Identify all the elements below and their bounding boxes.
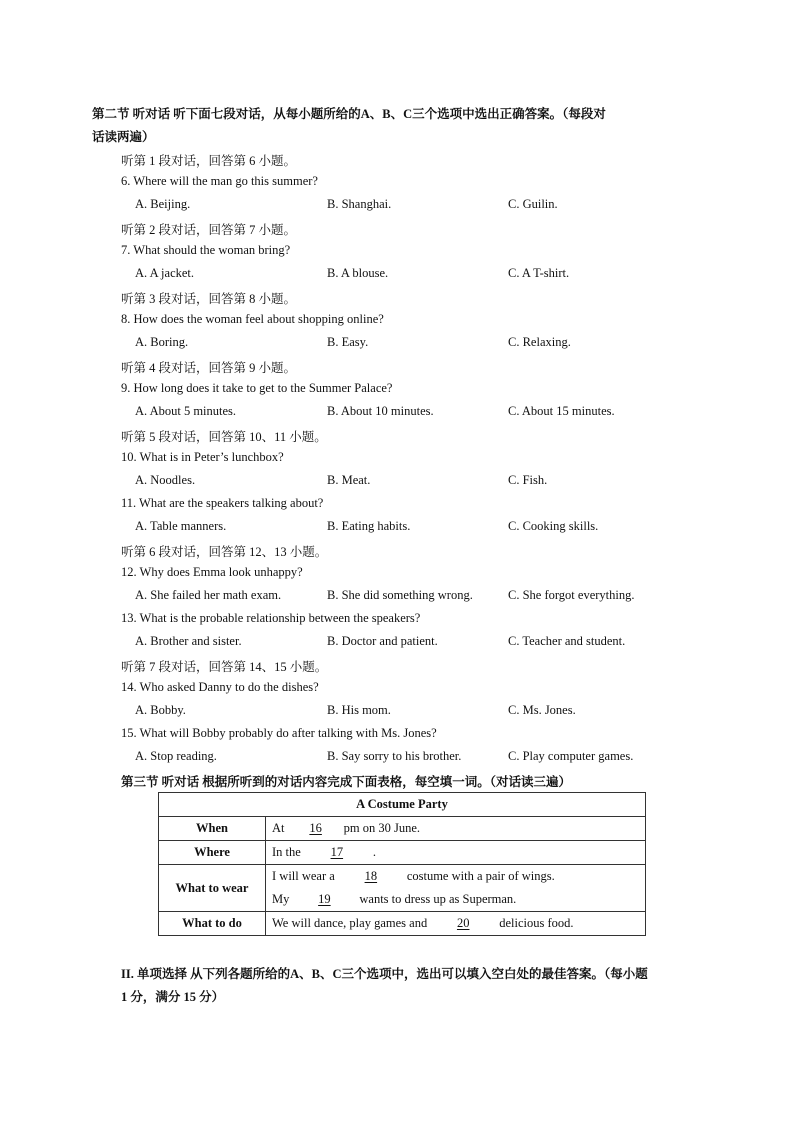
- option-a: A. A jacket.: [135, 266, 195, 280]
- text: We will dance, play games and: [272, 916, 428, 930]
- option-a: A. About 5 minutes.: [135, 404, 237, 418]
- section2-header-line1: 第二节 听对话 听下面七段对话，从每小题所给的A、B、C三个选项中选出正确答案。（每段对: [92, 107, 606, 121]
- option-c: C. Play computer games.: [508, 749, 634, 763]
- part2-header-line2: 1 分，满分 15 分）: [121, 990, 225, 1004]
- question-text: 14. Who asked Danny to do the dishes?: [121, 680, 319, 694]
- dialog-intro: 听第 5 段对话，回答第 10、11 小题。: [121, 430, 327, 444]
- option-c: C. Fish.: [508, 473, 548, 487]
- dialog-intro: 听第 3 段对话，回答第 8 小题。: [121, 292, 297, 306]
- option-a: A. Stop reading.: [135, 749, 217, 763]
- section2-header-line2: 话读两遍）: [92, 130, 155, 144]
- part2-header-line1: II. 单项选择 从下列各题所给的A、B、C三个选项中，选出可以填入空白处的最佳答案。（每小题: [121, 967, 648, 981]
- option-a: A. Noodles.: [135, 473, 196, 487]
- blank-17: 17: [330, 845, 344, 859]
- option-a: A. She failed her math exam.: [135, 588, 282, 602]
- option-b: B. Easy.: [327, 335, 369, 349]
- row-label-where: Where: [159, 841, 266, 865]
- option-a: A. Bobby.: [135, 703, 186, 717]
- question-text: 13. What is the probable relationship between the speakers?: [121, 611, 421, 625]
- option-b: B. About 10 minutes.: [327, 404, 434, 418]
- costume-party-table: [158, 792, 646, 936]
- question-text: 8. How does the woman feel about shopping online?: [121, 312, 384, 326]
- table-title: A Costume Party: [159, 793, 646, 817]
- option-c: C. A T-shirt.: [508, 266, 570, 280]
- dialog-intro: 听第 7 段对话，回答第 14、15 小题。: [121, 660, 328, 674]
- option-b: B. Eating habits.: [327, 519, 411, 533]
- dialog-intro: 听第 1 段对话，回答第 6 小题。: [121, 154, 297, 168]
- option-c: C. Teacher and student.: [508, 634, 626, 648]
- option-c: C. Relaxing.: [508, 335, 571, 349]
- text: My: [272, 892, 290, 906]
- row-label-what-to-wear: What to wear: [159, 865, 266, 912]
- option-b: B. Doctor and patient.: [327, 634, 438, 648]
- dialog-intro: 听第 4 段对话，回答第 9 小题。: [121, 361, 297, 375]
- blank-16: 16: [309, 821, 322, 835]
- option-a: A. Table manners.: [135, 519, 227, 533]
- text: delicious food.: [499, 916, 574, 930]
- text: costume with a pair of wings.: [406, 869, 555, 883]
- dialog-intro: 听第 2 段对话，回答第 7 小题。: [121, 223, 297, 237]
- option-b: B. Meat.: [327, 473, 371, 487]
- option-a: A. Beijing.: [135, 197, 191, 211]
- question-text: 10. What is in Peter’s lunchbox?: [121, 450, 284, 464]
- row-label-what-to-do: What to do: [159, 912, 266, 936]
- row-label-when: When: [159, 817, 266, 841]
- row-value-wear-2: [266, 888, 646, 912]
- option-c: C. About 15 minutes.: [508, 404, 615, 418]
- row-value-what-to-do: [266, 912, 646, 936]
- option-b: B. She did something wrong.: [327, 588, 473, 602]
- text: .: [372, 845, 376, 859]
- question-text: 9. How long does it take to get to the Summer Palace?: [121, 381, 393, 395]
- option-b: B. Say sorry to his brother.: [327, 749, 462, 763]
- option-b: B. His mom.: [327, 703, 391, 717]
- option-c: C. Cooking skills.: [508, 519, 599, 533]
- text: In the: [272, 845, 301, 859]
- question-text: 12. Why does Emma look unhappy?: [121, 565, 303, 579]
- row-value-when: [266, 817, 646, 841]
- option-c: C. Ms. Jones.: [508, 703, 576, 717]
- text: pm on 30 June.: [343, 821, 421, 835]
- question-text: 6. Where will the man go this summer?: [121, 174, 318, 188]
- question-text: 11. What are the speakers talking about?: [121, 496, 324, 510]
- row-value-wear-1: [266, 865, 646, 889]
- blank-18: 18: [364, 869, 378, 883]
- blank-20: 20: [456, 916, 470, 930]
- option-b: B. A blouse.: [327, 266, 389, 280]
- question-text: 15. What will Bobby probably do after talking with Ms. Jones?: [121, 726, 437, 740]
- blank-19: 19: [318, 892, 331, 906]
- option-c: C. Guilin.: [508, 197, 558, 211]
- option-b: B. Shanghai.: [327, 197, 392, 211]
- section3-header: 第三节 听对话 根据所听到的对话内容完成下面表格，每空填一词。（对话读三遍）: [121, 775, 572, 789]
- option-a: A. Brother and sister.: [135, 634, 242, 648]
- option-a: A. Boring.: [135, 335, 189, 349]
- row-value-where: [266, 841, 646, 865]
- dialog-intro: 听第 6 段对话，回答第 12、13 小题。: [121, 545, 328, 559]
- text: wants to dress up as Superman.: [359, 892, 517, 906]
- question-text: 7. What should the woman bring?: [121, 243, 291, 257]
- text: At: [272, 821, 288, 835]
- text: I will wear a: [272, 869, 335, 883]
- option-c: C. She forgot everything.: [508, 588, 635, 602]
